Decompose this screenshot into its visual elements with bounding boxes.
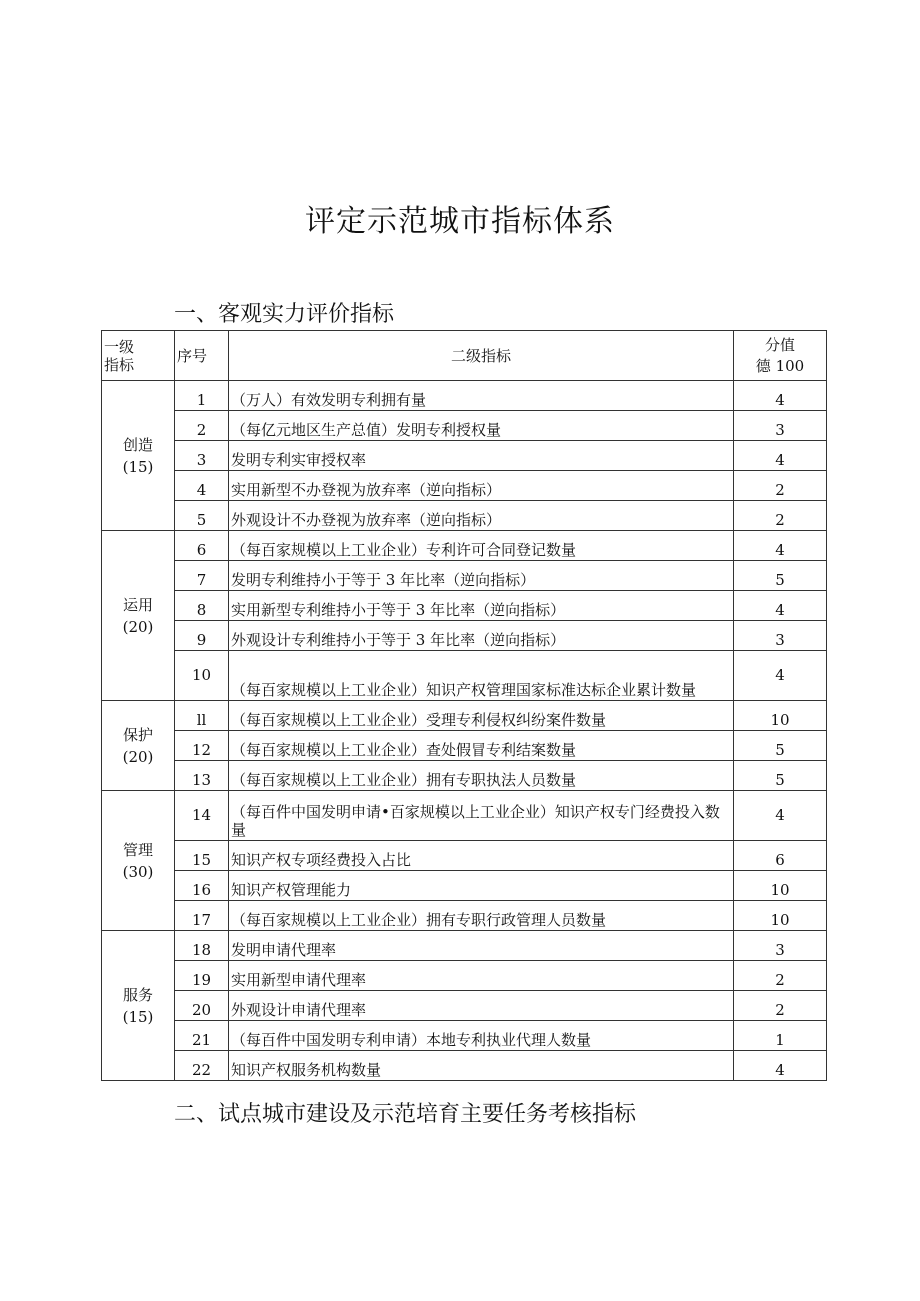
page-title: 评定示范城市指标体系: [305, 204, 615, 239]
row-score: 4: [734, 791, 827, 841]
row-indicator: （万人）有效发明专利拥有量: [229, 381, 734, 411]
table-row: [102, 1021, 827, 1051]
category-points: (30): [122, 862, 154, 881]
row-indicator: 外观设计申请代理率: [229, 991, 734, 1021]
row-score: 4: [734, 441, 827, 471]
table-header-row: [102, 331, 827, 381]
row-number: 1: [175, 381, 229, 411]
category-name: 管理: [122, 840, 153, 859]
row-score: 2: [734, 471, 827, 501]
indicator-table: [101, 330, 827, 1081]
table-row: [102, 991, 827, 1021]
section-heading-1: 一、客观实力评价指标: [174, 302, 395, 327]
row-score: 6: [734, 841, 827, 871]
header-score-line2: 德 100: [755, 356, 805, 375]
row-number: 19: [175, 961, 229, 991]
table-row: [102, 961, 827, 991]
row-indicator: 实用新型专利维持小于等于 3 年比率（逆向指标）: [229, 591, 734, 621]
category-cell: [102, 791, 175, 931]
row-number: 21: [175, 1021, 229, 1051]
header-seq: 序号: [175, 331, 229, 381]
table-row: [102, 561, 827, 591]
row-score: 5: [734, 561, 827, 591]
table-row: [102, 441, 827, 471]
row-indicator: （每百家规模以上工业企业）知识产权管理国家标准达标企业累计数量: [229, 651, 734, 701]
category-cell: [102, 531, 175, 701]
table-row: [102, 701, 827, 731]
row-indicator: 发明专利实审授权率: [229, 441, 734, 471]
row-score: 2: [734, 961, 827, 991]
table-row: [102, 381, 827, 411]
row-number: 10: [175, 651, 229, 701]
header-level2: 二级指标: [229, 331, 734, 381]
row-score: 4: [734, 381, 827, 411]
row-indicator: 知识产权专项经费投入占比: [229, 841, 734, 871]
row-score: 4: [734, 1051, 827, 1081]
table-row: [102, 731, 827, 761]
row-indicator: （每百家规模以上工业企业）查处假冒专利结案数量: [229, 731, 734, 761]
row-number: 4: [175, 471, 229, 501]
row-score: 10: [734, 901, 827, 931]
category-name: 创造: [122, 435, 153, 454]
category-points: (20): [122, 617, 154, 636]
row-indicator: （每百件中国发明申请•百家规模以上工业企业）知识产权专门经费投入数量: [229, 791, 734, 841]
table-row: [102, 531, 827, 561]
row-score: 2: [734, 501, 827, 531]
row-score: 5: [734, 731, 827, 761]
row-number: 16: [175, 871, 229, 901]
row-number: 17: [175, 901, 229, 931]
row-indicator: 知识产权服务机构数量: [229, 1051, 734, 1081]
row-number: 3: [175, 441, 229, 471]
row-number: 22: [175, 1051, 229, 1081]
header-level1: [102, 331, 175, 381]
category-name: 运用: [122, 595, 153, 614]
table-row: [102, 471, 827, 501]
row-indicator: 发明专利维持小于等于 3 年比率（逆向指标）: [229, 561, 734, 591]
row-number: 14: [175, 791, 229, 841]
table-row: [102, 841, 827, 871]
row-score: 10: [734, 871, 827, 901]
header-score: [734, 331, 827, 381]
row-score: 3: [734, 621, 827, 651]
table-row: [102, 761, 827, 791]
category-points: (15): [122, 1007, 154, 1026]
row-indicator: 知识产权管理能力: [229, 871, 734, 901]
row-indicator: 实用新型申请代理率: [229, 961, 734, 991]
table-row: [102, 651, 827, 701]
table-row: [102, 501, 827, 531]
table-row: [102, 591, 827, 621]
header-level1-line2: 指标: [104, 355, 135, 374]
row-score: 4: [734, 591, 827, 621]
row-score: 4: [734, 651, 827, 701]
category-points: (15): [122, 457, 154, 476]
row-number: 18: [175, 931, 229, 961]
row-number: ll: [175, 701, 229, 731]
row-indicator: （每百家规模以上工业企业）专利许可合同登记数量: [229, 531, 734, 561]
row-score: 10: [734, 701, 827, 731]
row-score: 3: [734, 411, 827, 441]
row-indicator: （每百家规模以上工业企业）拥有专职执法人员数量: [229, 761, 734, 791]
row-number: 6: [175, 531, 229, 561]
header-score-line1: 分值: [764, 335, 795, 354]
row-indicator: 发明申请代理率: [229, 931, 734, 961]
row-indicator: 实用新型不办登视为放弃率（逆向指标）: [229, 471, 734, 501]
row-number: 13: [175, 761, 229, 791]
category-points: (20): [122, 747, 154, 766]
category-name: 保护: [122, 725, 153, 744]
row-number: 9: [175, 621, 229, 651]
row-number: 2: [175, 411, 229, 441]
row-indicator: （每百家规模以上工业企业）受理专利侵权纠纷案件数量: [229, 701, 734, 731]
header-level1-line1: 一级: [104, 337, 135, 356]
row-number: 20: [175, 991, 229, 1021]
category-cell: [102, 701, 175, 791]
row-score: 5: [734, 761, 827, 791]
row-score: 3: [734, 931, 827, 961]
section-heading-2: 二、试点城市建设及示范培育主要任务考核指标: [174, 1102, 637, 1127]
row-number: 5: [175, 501, 229, 531]
row-number: 7: [175, 561, 229, 591]
row-number: 12: [175, 731, 229, 761]
row-indicator: 外观设计专利维持小于等于 3 年比率（逆向指标）: [229, 621, 734, 651]
table-row: [102, 1051, 827, 1081]
table-row: [102, 871, 827, 901]
row-indicator: 外观设计不办登视为放弃率（逆向指标）: [229, 501, 734, 531]
table-row: [102, 791, 827, 841]
table-row: [102, 411, 827, 441]
row-number: 15: [175, 841, 229, 871]
row-score: 2: [734, 991, 827, 1021]
category-cell: [102, 381, 175, 531]
row-indicator: （每亿元地区生产总值）发明专利授权量: [229, 411, 734, 441]
row-indicator: （每百件中国发明专利申请）本地专利执业代理人数量: [229, 1021, 734, 1051]
category-name: 服务: [122, 985, 153, 1004]
table-row: [102, 931, 827, 961]
row-indicator: （每百家规模以上工业企业）拥有专职行政管理人员数量: [229, 901, 734, 931]
row-number: 8: [175, 591, 229, 621]
table-row: [102, 621, 827, 651]
category-cell: [102, 931, 175, 1081]
row-score: 4: [734, 531, 827, 561]
row-score: 1: [734, 1021, 827, 1051]
table-row: [102, 901, 827, 931]
